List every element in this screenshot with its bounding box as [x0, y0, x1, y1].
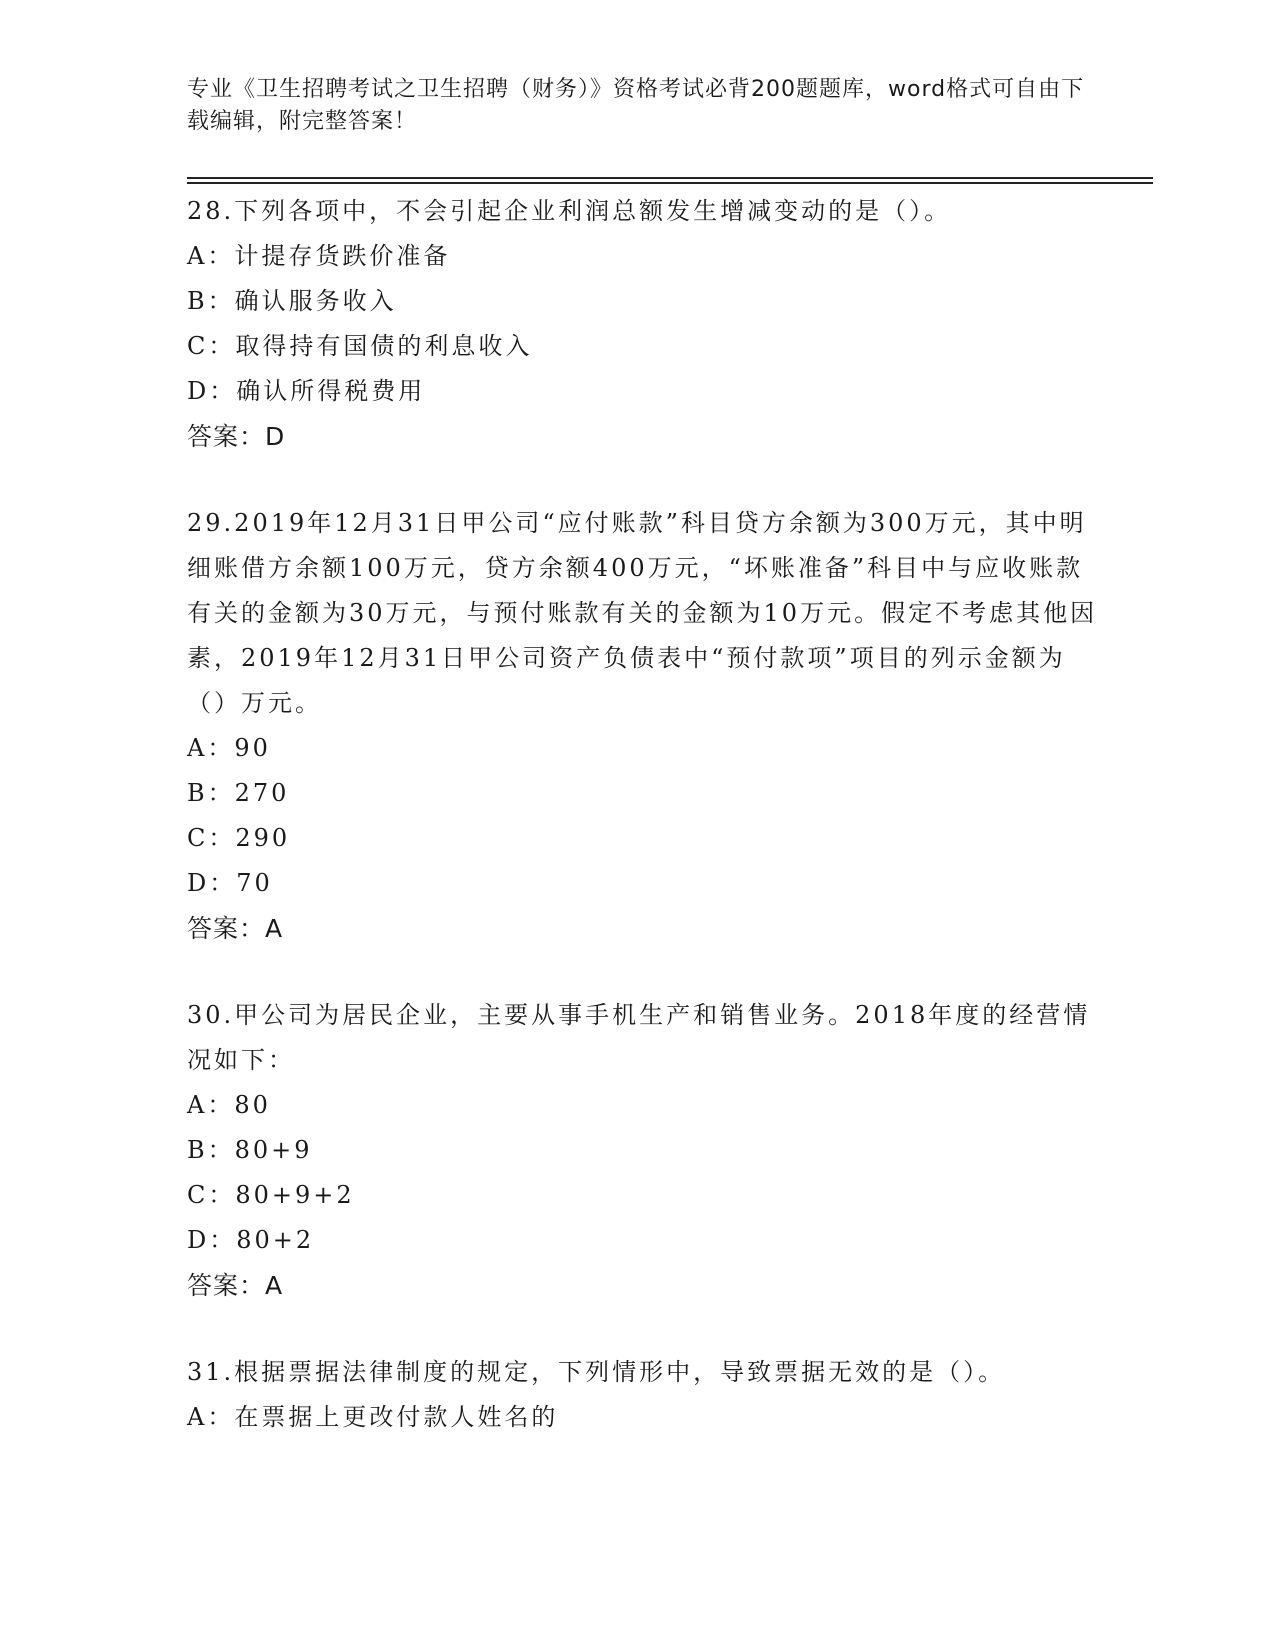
question-30 — [187, 993, 1107, 1308]
option-d: D：80+2 — [187, 1226, 315, 1254]
answer-label: 答案：A — [187, 1271, 284, 1300]
question-stem: 31.根据票据法律制度的规定，下列情形中，导致票据无效的是（）。 — [187, 1358, 1006, 1386]
option-a: A：在票据上更改付款人姓名的 — [187, 1403, 559, 1431]
document-header — [187, 74, 1087, 138]
option-b: B：270 — [187, 779, 290, 807]
option-c: C：取得持有国债的利息收入 — [187, 332, 533, 360]
header-divider-bottom — [187, 182, 1153, 184]
question-stem: 30.甲公司为居民企业，主要从事手机生产和销售业务。2018年度的经营情况如下： — [187, 1001, 1091, 1074]
option-c: C：80+9+2 — [187, 1181, 355, 1209]
question-31 — [187, 1350, 1107, 1440]
option-c: C：290 — [187, 824, 291, 852]
answer-label: 答案：A — [187, 914, 284, 943]
question-29 — [187, 501, 1107, 951]
option-d: D：确认所得税费用 — [187, 377, 426, 405]
header-intro-text: 专业《卫生招聘考试之卫生招聘（财务）》资格考试必背200题题库，word格式可自由下载编辑，附完整答案！ — [187, 77, 1085, 134]
question-list — [187, 189, 1107, 1482]
answer-label: 答案：D — [187, 422, 286, 451]
option-a: A：90 — [187, 734, 271, 762]
option-b: B：确认服务收入 — [187, 287, 397, 315]
question-stem: 29.2019年12月31日甲公司“应付账款”科目贷方余额为300万元，其中明细账借方余额100万元，贷方余额400万元，“坏账准备”科目中与应收账款有关的金额为30万元，与预付账款有关的金额为10万元。假定不考虑其他因素，2019年12月31日甲公司资产负债表中“预付款项”项目的列示金额为（）万元。 — [187, 509, 1098, 717]
question-28 — [187, 189, 1107, 459]
option-d: D：70 — [187, 869, 273, 897]
option-a: A：80 — [187, 1091, 271, 1119]
header-divider-top — [187, 177, 1153, 179]
option-b: B：80+9 — [187, 1136, 313, 1164]
question-stem: 28.下列各项中，不会引起企业利润总额发生增减变动的是（）。 — [187, 197, 952, 225]
option-a: A：计提存货跌价准备 — [187, 242, 451, 270]
